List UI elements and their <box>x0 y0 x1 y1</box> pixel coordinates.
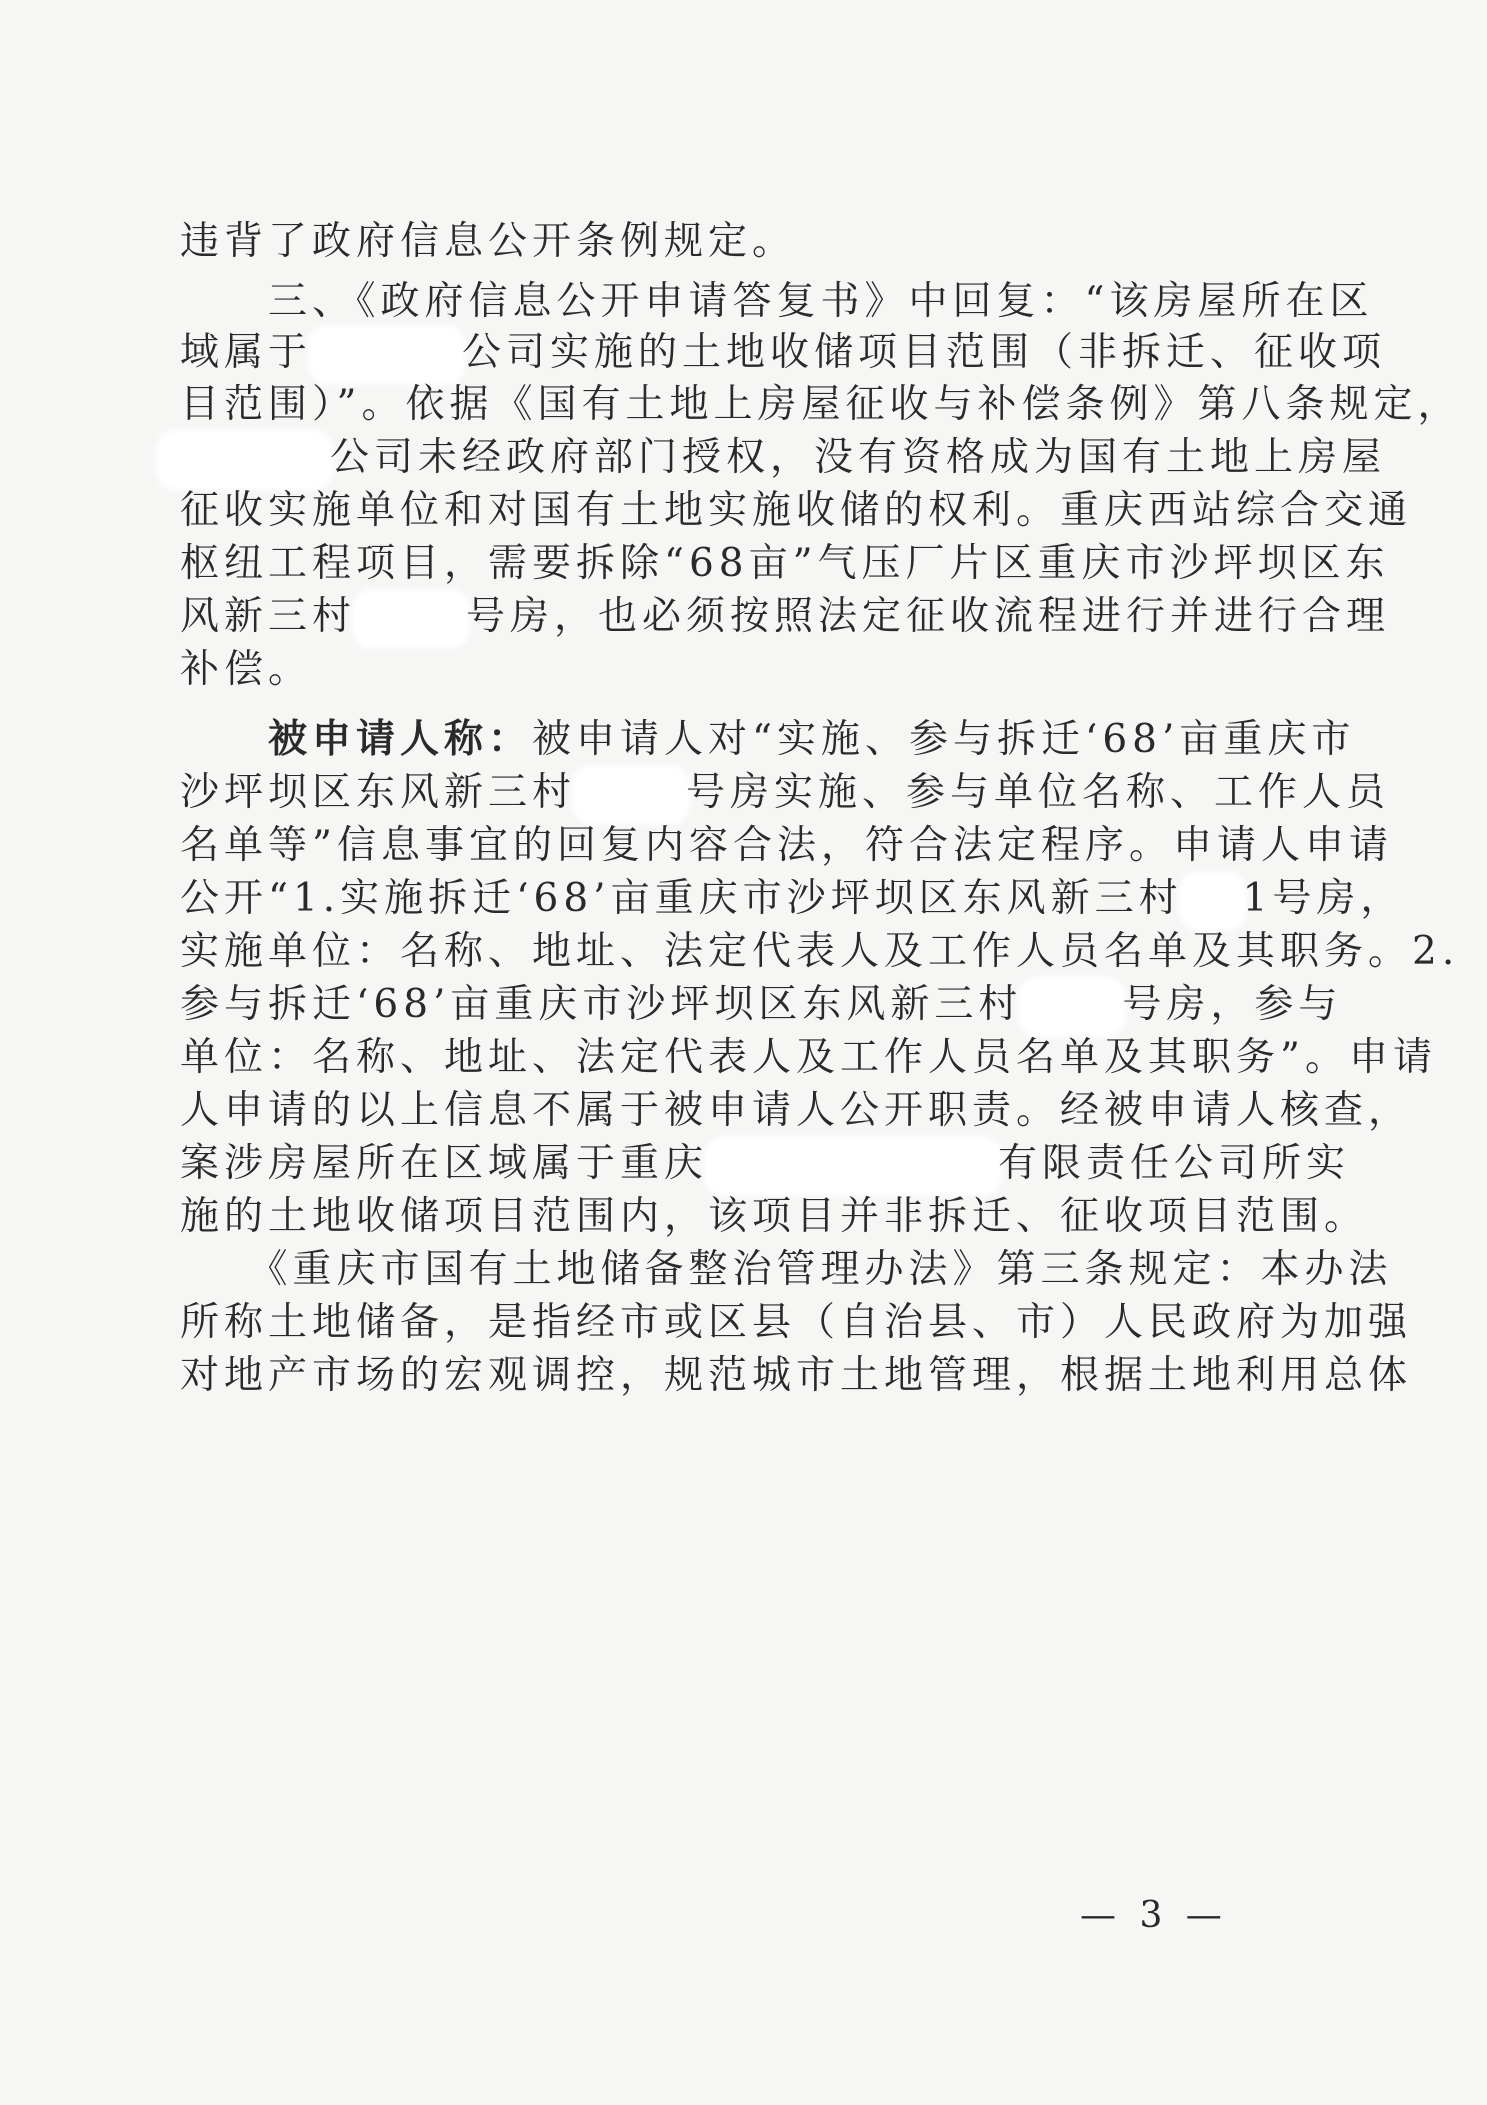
redaction-mark <box>1022 981 1122 1033</box>
text-segment: 有限责任公司所实 <box>998 1141 1351 1186</box>
text-segment: 风新三村 <box>180 594 357 639</box>
text-line <box>180 534 1390 594</box>
text-line <box>180 481 1413 541</box>
text-line <box>180 1346 1413 1406</box>
text-segment: 名单等”信息事宜的回复内容合法，符合法定程序。申请人申请 <box>180 823 1393 868</box>
text-line <box>180 1081 1413 1141</box>
text-segment: 施的土地收储项目范围内，该项目并非拆迁、征收项目范围。 <box>180 1194 1369 1239</box>
redaction-mark <box>312 329 462 381</box>
text-segment: 违背了政府信息公开条例规定。 <box>180 219 797 264</box>
text-segment: 号房，参与 <box>1122 982 1343 1027</box>
text-line <box>160 428 1387 488</box>
page-number: — 3 — <box>1080 1895 1228 1936</box>
text-line <box>180 922 1460 982</box>
redaction-mark <box>708 1140 998 1192</box>
text-segment: 人申请的以上信息不属于被申请人公开职责。经被申请人核查， <box>180 1088 1413 1133</box>
redaction-mark <box>160 434 330 486</box>
text-segment: 三、《政府信息公开申请答复书》中回复：“该房屋所在区 <box>180 279 1374 324</box>
redaction-mark <box>356 593 466 645</box>
text-segment: 沙坪坝区东风新三村 <box>180 770 577 815</box>
text-segment: 公开“1.实施拆迁‘68’亩重庆市沙坪坝区东风新三村 <box>180 876 1183 921</box>
text-line <box>180 1134 1351 1194</box>
text-line <box>180 1240 1393 1300</box>
text-line <box>180 816 1393 876</box>
redaction-mark <box>1183 875 1243 927</box>
text-segment: 被申请人对“实施、参与拆迁‘68’亩重庆市 <box>532 717 1356 762</box>
text-segment: 《重庆市国有土地储备整治管理办法》第三条规定：本办法 <box>180 1247 1393 1292</box>
text-line <box>180 1028 1437 1088</box>
text-line <box>180 640 1300 700</box>
text-segment: 枢纽工程项目，需要拆除“68亩”气压厂片区重庆市沙坪坝区东 <box>180 541 1390 586</box>
text-line <box>180 212 1300 272</box>
text-line <box>180 375 1462 435</box>
text-line <box>180 323 1387 383</box>
text-segment: 目范围）”。依据《国有土地上房屋征收与补偿条例》第八条规定， <box>180 382 1462 427</box>
text-segment: 公司实施的土地收储项目范围（非拆迁、征收项 <box>462 330 1387 375</box>
text-segment: 案涉房屋所在区域属于重庆 <box>180 1141 709 1186</box>
text-segment: 号房，也必须按照法定征收流程进行并进行合理 <box>466 594 1391 639</box>
text-segment: 参与拆迁‘68’亩重庆市沙坪坝区东风新三村 <box>180 982 1023 1027</box>
text-line <box>180 1187 1369 1247</box>
text-segment: 补偿。 <box>180 647 313 692</box>
text-line <box>180 587 1391 647</box>
text-line <box>180 763 1391 823</box>
text-line <box>180 869 1405 929</box>
text-segment: 单位：名称、地址、法定代表人及工作人员名单及其职务”。申请 <box>180 1035 1437 1080</box>
bold-lead: 被申请人称： <box>180 717 533 762</box>
text-segment: 号房实施、参与单位名称、工作人员 <box>686 770 1391 815</box>
text-segment: 公司未经政府部门授权，没有资格成为国有土地上房屋 <box>330 435 1387 480</box>
text-segment: 征收实施单位和对国有土地实施收储的权利。重庆西站综合交通 <box>180 488 1413 533</box>
text-segment: 1号房， <box>1242 876 1405 921</box>
text-segment: 实施单位：名称、地址、法定代表人及工作人员名单及其职务。2. <box>180 929 1460 974</box>
text-segment: 对地产市场的宏观调控，规范城市土地管理，根据土地利用总体 <box>180 1353 1413 1398</box>
text-line <box>180 1293 1413 1353</box>
text-line <box>180 975 1343 1035</box>
text-line <box>180 710 1356 770</box>
text-segment: 所称土地储备，是指经市或区县（自治县、市）人民政府为加强 <box>180 1300 1413 1345</box>
text-segment: 域属于 <box>180 330 313 375</box>
redaction-mark <box>576 769 686 821</box>
